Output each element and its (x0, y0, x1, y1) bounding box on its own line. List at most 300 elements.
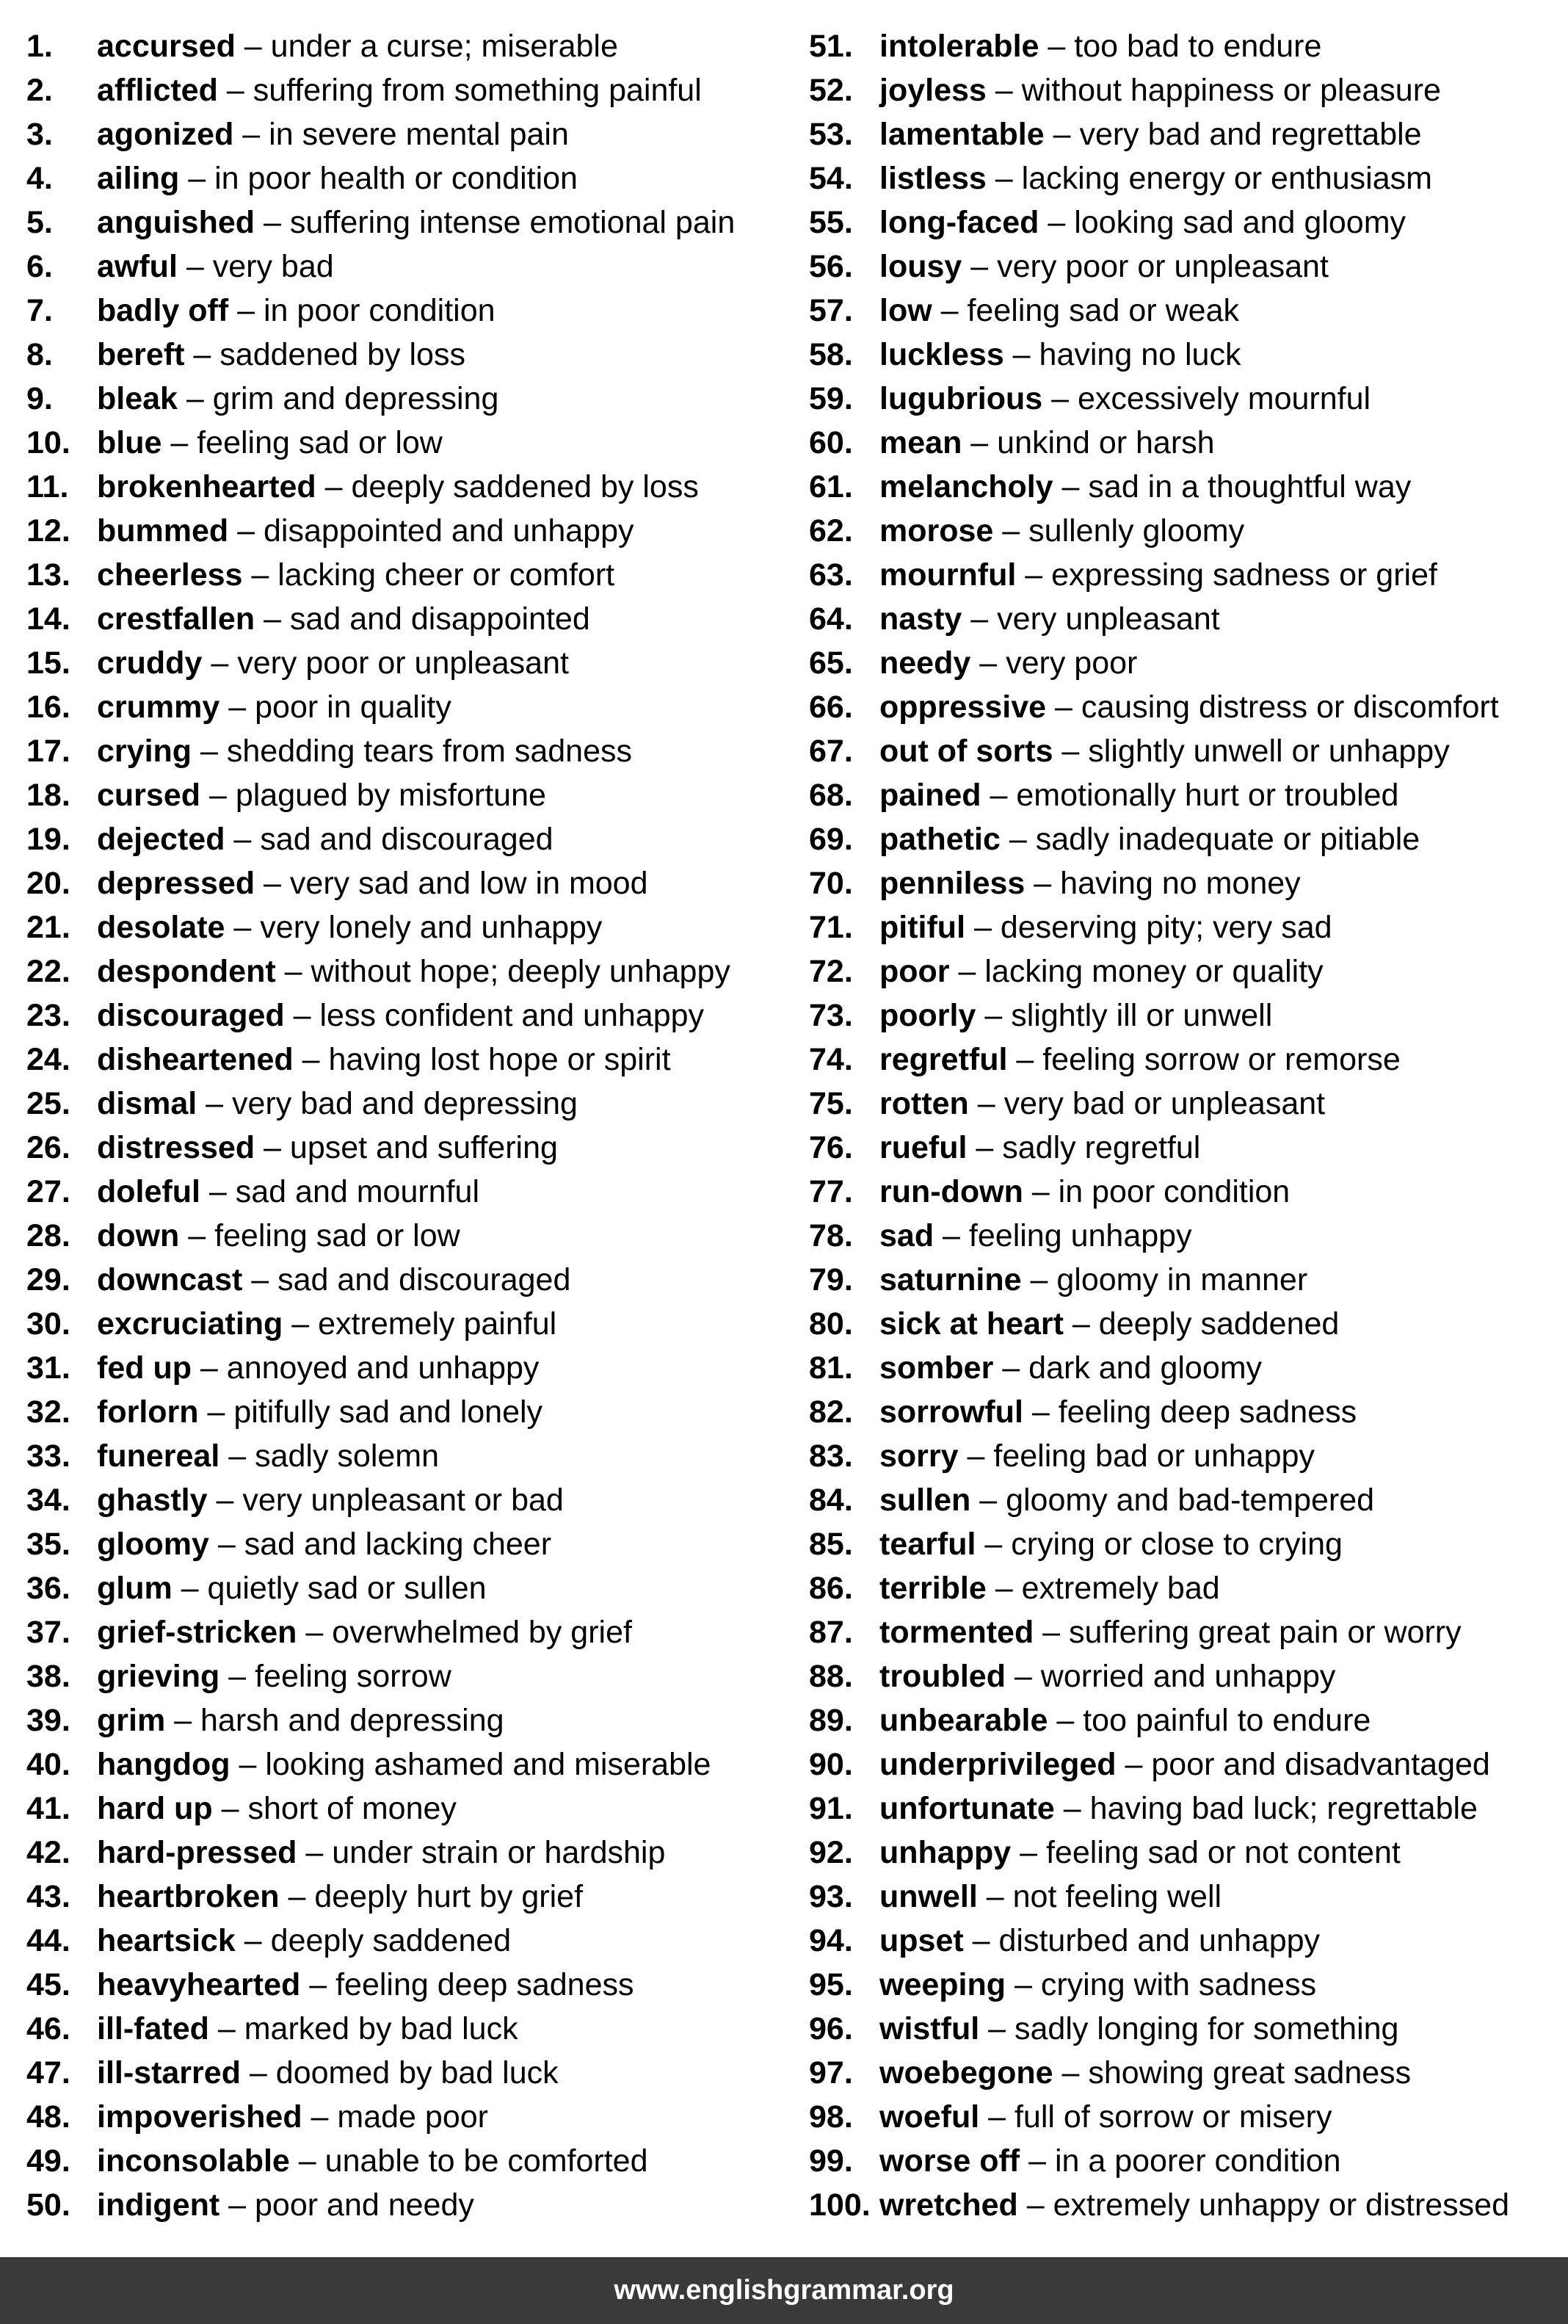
item-separator: – (986, 1571, 1022, 1606)
item-separator: – (979, 2011, 1015, 2046)
item-separator: – (184, 337, 220, 372)
item-number: 41. (26, 1791, 70, 1826)
item-word: rueful (879, 1130, 968, 1165)
item-separator: – (208, 1527, 244, 1562)
item-definition: having lost hope or spirit (328, 1042, 671, 1077)
item-separator: – (219, 2187, 255, 2223)
item-text (879, 333, 1241, 377)
item-text (879, 1346, 1262, 1390)
item-definition: looking sad and gloomy (1074, 205, 1407, 240)
item-word: heartsick (97, 1923, 236, 1958)
item-number: 95. (809, 1967, 853, 2002)
item-text (879, 1302, 1339, 1346)
item-word: accursed (97, 29, 236, 64)
item-definition: having no luck (1039, 337, 1241, 372)
item-text (879, 1919, 1320, 1963)
list-item (26, 1082, 783, 1126)
item-definition: feeling sorrow (255, 1659, 451, 1694)
item-text (97, 1346, 539, 1390)
item-separator: – (963, 1923, 999, 1958)
list-item (26, 1214, 783, 1258)
item-number: 88. (809, 1659, 853, 1694)
item-text (879, 2007, 1398, 2051)
item-word: unbearable (879, 1703, 1048, 1738)
item-definition: very bad (212, 249, 334, 284)
item-number: 69. (809, 822, 853, 857)
list-item (26, 685, 783, 729)
list-item (809, 773, 1568, 817)
item-separator: – (1000, 822, 1036, 857)
item-number: 80. (809, 1306, 853, 1342)
item-text (97, 729, 632, 773)
item-separator: – (283, 1306, 319, 1342)
item-definition: very bad and regrettable (1079, 117, 1422, 152)
item-number: 7. (26, 293, 53, 328)
list-item (26, 377, 783, 421)
item-definition: deserving pity; very sad (1000, 910, 1332, 945)
item-separator: – (179, 161, 215, 196)
item-text (879, 1258, 1307, 1302)
item-text (97, 1478, 564, 1522)
list-item (26, 1346, 783, 1390)
item-separator: – (1039, 29, 1075, 64)
item-definition: full of sorrow or misery (1014, 2099, 1332, 2135)
item-word: ill-fated (97, 2011, 209, 2046)
item-separator: – (161, 425, 197, 460)
item-separator: – (228, 513, 264, 549)
list-item (809, 1787, 1568, 1831)
item-number: 61. (809, 469, 853, 504)
list-item (809, 1038, 1568, 1082)
list-item (809, 2183, 1568, 2227)
item-number: 52. (809, 73, 853, 108)
item-text (879, 2095, 1332, 2139)
item-definition: harsh and depressing (200, 1703, 504, 1738)
item-separator: – (962, 425, 998, 460)
item-word: badly off (97, 293, 229, 328)
item-separator: – (1039, 205, 1075, 240)
item-word: pitiful (879, 910, 966, 945)
item-number: 18. (26, 778, 70, 813)
item-separator: – (192, 734, 227, 769)
item-separator: – (212, 1791, 248, 1826)
item-number: 70. (809, 866, 853, 901)
item-word: brokenhearted (97, 469, 316, 504)
item-word: unfortunate (879, 1791, 1055, 1826)
item-word: gloomy (97, 1527, 209, 1562)
item-number: 1. (26, 29, 53, 64)
item-definition: slightly unwell or unhappy (1088, 734, 1450, 769)
item-word: discouraged (97, 998, 285, 1033)
item-separator: – (968, 1086, 1004, 1121)
item-text (879, 1434, 1315, 1478)
list-item (809, 817, 1568, 861)
item-separator: – (1053, 2055, 1089, 2090)
item-text (97, 509, 634, 553)
item-separator: – (293, 1042, 329, 1077)
list-item (809, 1434, 1568, 1478)
item-number: 58. (809, 337, 853, 372)
item-word: crummy (97, 689, 220, 725)
item-separator: – (289, 2143, 325, 2179)
list-item (26, 1038, 783, 1082)
item-definition: quietly sad or sullen (207, 1571, 487, 1606)
item-word: poor (879, 954, 950, 989)
item-text (879, 421, 1215, 465)
item-number: 32. (26, 1394, 70, 1430)
item-text (97, 1566, 487, 1610)
item-word: luckless (879, 337, 1004, 372)
item-text (97, 1434, 439, 1478)
item-number: 38. (26, 1659, 70, 1694)
item-definition: very poor (1006, 645, 1138, 681)
list-item (26, 1831, 783, 1875)
item-definition: grim and depressing (212, 381, 499, 416)
item-separator: – (967, 1130, 1003, 1165)
item-text (97, 1654, 451, 1698)
item-word: pathetic (879, 822, 1001, 857)
list-item (809, 685, 1568, 729)
item-separator: – (976, 998, 1012, 1033)
item-definition: too painful to endure (1083, 1703, 1371, 1738)
item-separator: – (165, 1703, 200, 1738)
item-word: sorry (879, 1438, 959, 1474)
item-separator: – (200, 1174, 236, 1209)
item-word: down (97, 1218, 180, 1253)
item-definition: annoyed and unhappy (226, 1350, 540, 1386)
item-text (879, 1963, 1316, 2007)
list-item (26, 1522, 783, 1566)
item-separator: – (172, 1571, 208, 1606)
item-number: 24. (26, 1042, 70, 1077)
list-item (809, 597, 1568, 641)
item-text (879, 1522, 1343, 1566)
list-item (809, 1963, 1568, 2007)
item-text (879, 861, 1301, 905)
item-separator: – (1034, 1615, 1070, 1650)
item-number: 15. (26, 645, 70, 681)
item-text (879, 1214, 1192, 1258)
item-word: tormented (879, 1615, 1034, 1650)
item-text (879, 1654, 1335, 1698)
item-number: 48. (26, 2099, 70, 2135)
item-definition: shedding tears from sadness (226, 734, 632, 769)
item-word: glum (97, 1571, 173, 1606)
item-separator: – (302, 2099, 338, 2135)
item-definition: disturbed and unhappy (998, 1923, 1321, 1958)
item-word: blue (97, 425, 162, 460)
item-text (879, 1831, 1401, 1875)
item-number: 99. (809, 2143, 853, 2179)
item-word: disheartened (97, 1042, 294, 1077)
item-text (879, 509, 1244, 553)
list-item (26, 597, 783, 641)
item-word: afflicted (97, 73, 218, 108)
item-word: cursed (97, 778, 201, 813)
footer-website-link[interactable]: www.englishgrammar.org (614, 2275, 954, 2306)
item-definition: under a curse; miserable (270, 29, 618, 64)
item-text (97, 245, 334, 289)
item-word: tearful (879, 1527, 976, 1562)
item-definition: feeling deep sadness (335, 1967, 634, 2002)
item-separator: – (198, 1394, 234, 1430)
item-text (879, 200, 1406, 245)
item-number: 33. (26, 1438, 70, 1474)
item-number: 67. (809, 734, 853, 769)
item-number: 47. (26, 2055, 70, 2090)
list-item (809, 1654, 1568, 1698)
item-word: grieving (97, 1659, 220, 1694)
item-text (879, 1478, 1374, 1522)
item-word: despondent (97, 954, 276, 989)
item-word: agonized (97, 117, 234, 152)
item-text (879, 68, 1441, 112)
item-word: cheerless (97, 557, 243, 593)
list-item (809, 729, 1568, 773)
list-item (26, 993, 783, 1038)
item-word: bleak (97, 381, 178, 416)
item-number: 28. (26, 1218, 70, 1253)
item-number: 62. (809, 513, 853, 549)
item-word: awful (97, 249, 178, 284)
list-item (809, 421, 1568, 465)
list-item (809, 1170, 1568, 1214)
list-item (26, 200, 783, 245)
item-text (97, 1302, 556, 1346)
item-word: nasty (879, 601, 962, 637)
item-separator: – (284, 998, 320, 1033)
item-definition: not feeling well (1012, 1879, 1222, 1914)
item-number: 59. (809, 381, 853, 416)
item-text (97, 949, 730, 993)
list-item (809, 553, 1568, 597)
item-word: terrible (879, 1571, 987, 1606)
item-definition: having bad luck; regrettable (1089, 1791, 1478, 1826)
item-definition: disappointed and unhappy (264, 513, 634, 549)
item-number: 2. (26, 73, 53, 108)
item-number: 75. (809, 1086, 853, 1121)
item-separator: – (233, 117, 269, 152)
item-word: indigent (97, 2187, 220, 2223)
item-word: oppressive (879, 689, 1047, 725)
list-item (26, 1963, 783, 2007)
item-text (97, 641, 569, 685)
item-separator: – (977, 1879, 1013, 1914)
item-definition: sadly solemn (255, 1438, 440, 1474)
item-number: 30. (26, 1306, 70, 1342)
word-list-column-left (26, 24, 783, 2227)
item-definition: doomed by bad luck (275, 2055, 559, 2090)
list-item (809, 1919, 1568, 1963)
list-item (809, 1742, 1568, 1787)
item-number: 63. (809, 557, 853, 593)
item-number: 23. (26, 998, 70, 1033)
item-definition: feeling sad or weak (967, 293, 1239, 328)
item-number: 97. (809, 2055, 853, 2090)
item-number: 91. (809, 1791, 853, 1826)
item-word: funereal (97, 1438, 220, 1474)
item-text (879, 1610, 1462, 1654)
item-text (879, 817, 1420, 861)
item-number: 74. (809, 1042, 853, 1077)
list-item (809, 1126, 1568, 1170)
item-word: morose (879, 513, 994, 549)
item-number: 16. (26, 689, 70, 725)
item-definition: without hope; deeply unhappy (311, 954, 730, 989)
item-separator: – (1044, 117, 1080, 152)
list-item (809, 1390, 1568, 1434)
item-number: 34. (26, 1483, 70, 1518)
item-word: regretful (879, 1042, 1008, 1077)
item-word: grief-stricken (97, 1615, 297, 1650)
item-text (97, 1787, 457, 1831)
item-number: 19. (26, 822, 70, 857)
item-text (97, 1875, 583, 1919)
item-definition: feeling sad or not content (1045, 1835, 1401, 1870)
item-number: 87. (809, 1615, 853, 1650)
item-separator: – (242, 557, 278, 593)
item-definition: suffering intense emotional pain (289, 205, 736, 240)
item-text (879, 949, 1324, 993)
item-separator: – (235, 29, 271, 64)
item-word: sad (879, 1218, 934, 1253)
item-text (879, 1082, 1325, 1126)
item-text (879, 2183, 1509, 2227)
item-text (97, 1919, 511, 1963)
item-word: bereft (97, 337, 185, 372)
item-text (97, 1038, 671, 1082)
list-item (26, 1390, 783, 1434)
item-separator: – (219, 689, 255, 725)
item-text (879, 1875, 1222, 1919)
list-item (809, 1831, 1568, 1875)
item-word: low (879, 293, 932, 328)
item-number: 27. (26, 1174, 70, 1209)
item-word: lousy (879, 249, 962, 284)
item-separator: – (191, 1350, 227, 1386)
item-number: 51. (809, 29, 853, 64)
item-word: worse off (879, 2143, 1020, 2179)
item-text (879, 112, 1422, 156)
item-definition: sad and discouraged (260, 822, 553, 857)
item-text (879, 597, 1220, 641)
item-separator: – (1023, 1174, 1059, 1209)
item-definition: deeply hurt by grief (314, 1879, 584, 1914)
item-number: 89. (809, 1703, 853, 1738)
item-definition: feeling sorrow or remorse (1042, 1042, 1401, 1077)
item-number: 12. (26, 513, 70, 549)
item-text (97, 200, 735, 245)
item-number: 36. (26, 1571, 70, 1606)
list-item (809, 1698, 1568, 1742)
item-word: crying (97, 734, 192, 769)
item-word: mean (879, 425, 962, 460)
item-definition: too bad to endure (1074, 29, 1322, 64)
item-separator: – (179, 1218, 215, 1253)
item-text (879, 2051, 1411, 2095)
item-word: cruddy (97, 645, 203, 681)
item-word: sick at heart (879, 1306, 1064, 1342)
item-separator: – (219, 1659, 255, 1694)
list-item (809, 1522, 1568, 1566)
item-text (879, 1566, 1220, 1610)
item-definition: lacking money or quality (984, 954, 1324, 989)
list-item (26, 1170, 783, 1214)
item-definition: unkind or harsh (997, 425, 1215, 460)
item-separator: – (1021, 1262, 1057, 1297)
item-definition: deeply saddened (1098, 1306, 1340, 1342)
list-item (26, 2007, 783, 2051)
list-item (809, 1258, 1568, 1302)
item-separator: – (208, 2011, 244, 2046)
item-word: hangdog (97, 1747, 231, 1782)
item-word: unwell (879, 1879, 978, 1914)
item-number: 93. (809, 1879, 853, 1914)
item-separator: – (1053, 734, 1089, 769)
item-text (97, 1963, 634, 2007)
item-number: 57. (809, 293, 853, 328)
item-word: wretched (879, 2187, 1018, 2223)
item-number: 79. (809, 1262, 853, 1297)
item-number: 22. (26, 954, 70, 989)
item-number: 84. (809, 1483, 853, 1518)
item-number: 8. (26, 337, 53, 372)
item-text (97, 1390, 542, 1434)
item-word: somber (879, 1350, 994, 1386)
item-word: depressed (97, 866, 255, 901)
item-definition: dark and gloomy (1028, 1350, 1263, 1386)
item-text (97, 156, 578, 200)
item-definition: made poor (337, 2099, 488, 2135)
list-item (26, 509, 783, 553)
list-item (809, 333, 1568, 377)
list-item (809, 156, 1568, 200)
item-separator: – (981, 778, 1017, 813)
item-text (97, 377, 498, 421)
item-number: 37. (26, 1615, 70, 1650)
item-word: distressed (97, 1130, 255, 1165)
list-item (26, 289, 783, 333)
list-item (26, 333, 783, 377)
list-item (26, 817, 783, 861)
item-separator: – (970, 645, 1006, 681)
item-text (97, 465, 699, 509)
item-word: unhappy (879, 1835, 1012, 1870)
item-number: 4. (26, 161, 53, 196)
item-separator: – (1020, 2143, 1055, 2179)
item-separator: – (297, 1615, 333, 1650)
item-number: 5. (26, 205, 53, 240)
item-definition: suffering from something painful (253, 73, 702, 108)
item-text (97, 993, 704, 1038)
item-definition: excessively mournful (1077, 381, 1371, 416)
item-number: 11. (26, 469, 69, 504)
item-separator: – (202, 645, 238, 681)
item-word: excruciating (97, 1306, 283, 1342)
list-item (809, 289, 1568, 333)
item-word: out of sorts (879, 734, 1053, 769)
list-item (26, 156, 783, 200)
item-word: mournful (879, 557, 1017, 593)
list-item (26, 1434, 783, 1478)
item-definition: feeling sad or low (197, 425, 443, 460)
item-word: forlorn (97, 1394, 199, 1430)
item-definition: under strain or hardship (332, 1835, 666, 1870)
item-definition: sadly regretful (1002, 1130, 1201, 1165)
item-separator: – (228, 293, 264, 328)
item-word: intolerable (879, 29, 1039, 64)
item-word: wistful (879, 2011, 980, 2046)
